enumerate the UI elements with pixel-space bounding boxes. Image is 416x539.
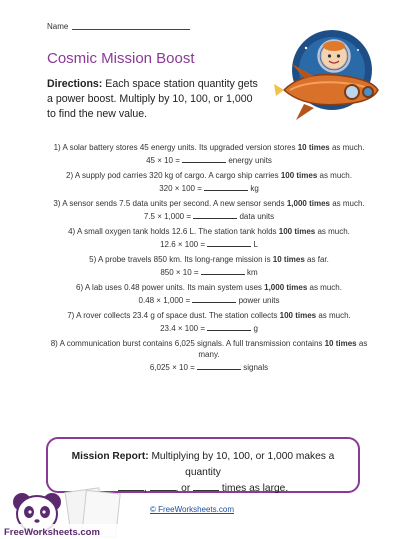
name-line: [72, 29, 190, 30]
problem-text-end: as far.: [304, 255, 329, 264]
problem-text-end: as much.: [307, 283, 342, 292]
astronaut-rocket-illustration: [274, 28, 384, 128]
report-blank-2[interactable]: [150, 482, 176, 491]
problem-multiplier: 100 times: [278, 227, 316, 236]
problem-4: [45, 226, 373, 250]
answer-blank[interactable]: [201, 266, 245, 275]
equation-unit: power units: [236, 296, 280, 305]
name-field: [47, 22, 190, 31]
equation-unit: L: [251, 240, 258, 249]
equation-text: 23.4 × 100 =: [160, 324, 208, 333]
equation-unit: energy units: [226, 156, 272, 165]
report-label: Mission Report:: [71, 451, 149, 462]
problem-text: 4) A small oxygen tank holds 12.6 L. The station tank holds: [68, 227, 279, 236]
directions: [47, 77, 262, 123]
problem-multiplier: 1,000 times: [264, 283, 308, 292]
equation-unit: data units: [237, 212, 275, 221]
equation-unit: signals: [241, 363, 269, 372]
equation-text: 45 × 10 =: [146, 156, 183, 165]
equation-text: 320 × 100 =: [159, 184, 205, 193]
problem-multiplier: 10 times: [297, 143, 330, 152]
answer-blank[interactable]: [182, 154, 226, 163]
problem-multiplier: 10 times: [324, 339, 357, 348]
problem-text: 6) A lab uses 0.48 power units. Its main system uses: [76, 283, 265, 292]
problem-text-end: as much.: [329, 199, 365, 208]
problem-text-end: as much.: [316, 311, 351, 320]
problem-text: 5) A probe travels 850 km. Its long-range mission is: [89, 255, 273, 264]
problem-multiplier: 10 times: [272, 255, 305, 264]
problem-multiplier: 100 times: [279, 311, 317, 320]
problem-multiplier: 100 times: [280, 171, 318, 180]
problem-2: [45, 170, 373, 194]
problem-text-end: as much.: [329, 143, 365, 152]
problem-text-end: as much.: [315, 227, 350, 236]
name-label: Name: [47, 22, 69, 31]
problem-text: 8) A communication burst contains 6,025 signals. A full transmission contains: [50, 339, 325, 348]
directions-label: Directions:: [47, 78, 103, 90]
equation-unit: g: [251, 324, 258, 333]
problem-text: 2) A supply pod carries 320 kg of cargo. A cargo ship carries: [66, 171, 281, 180]
problem-1: [45, 142, 373, 166]
footer-link[interactable]: © FreeWorksheets.com: [150, 505, 234, 514]
problem-6: [45, 282, 373, 306]
problem-3: [45, 198, 373, 222]
answer-blank[interactable]: [192, 294, 236, 303]
answer-blank[interactable]: [204, 182, 248, 191]
report-text: Multiplying by 10, 100, or 1,000 makes a quantity: [148, 451, 335, 478]
equation: [45, 294, 373, 306]
equation: [45, 361, 373, 373]
equation: [45, 238, 373, 250]
problem-multiplier: 1,000 times: [286, 199, 330, 208]
equation: [45, 266, 373, 278]
problem-text-end: as much.: [317, 171, 352, 180]
equation-text: 850 × 10 =: [160, 268, 201, 277]
logo-text: FreeWorksheets.com: [4, 527, 100, 538]
equation: [45, 210, 373, 222]
equation-unit: kg: [248, 184, 259, 193]
report-tail: times as large.: [219, 483, 289, 494]
problem-5: [45, 254, 373, 278]
report-separator: ,: [143, 483, 150, 494]
answer-blank[interactable]: [207, 322, 251, 331]
problem-list: [45, 142, 373, 377]
problem-text: 3) A sensor sends 7.5 data units per second. A new sensor sends: [53, 199, 287, 208]
worksheet-title: Cosmic Mission Boost: [47, 50, 195, 67]
equation-text: 0.48 × 1,000 =: [138, 296, 193, 305]
equation: [45, 322, 373, 334]
problem-text: 7) A rover collects 23.4 g of space dust. The station collects: [67, 311, 280, 320]
equation-text: 7.5 × 1,000 =: [143, 212, 194, 221]
problem-text: 1) A solar battery stores 45 energy units. Its upgraded version stores: [53, 143, 298, 152]
answer-blank[interactable]: [207, 238, 251, 247]
report-blank-3[interactable]: [193, 482, 219, 491]
equation: [45, 154, 373, 166]
equation-unit: km: [244, 268, 258, 277]
answer-blank[interactable]: [193, 210, 237, 219]
report-separator: , or: [175, 483, 194, 494]
directions-text: Each space station quantity gets a power boost. Multiply by 10, 100, or 1,000 to find the new value.: [47, 78, 258, 121]
answer-blank[interactable]: [197, 361, 241, 370]
problem-7: [45, 310, 373, 334]
equation-text: 6,025 × 10 =: [149, 363, 198, 372]
problem-text-end: as many.: [198, 339, 368, 359]
problem-8: [45, 338, 373, 373]
equation-text: 12.6 × 100 =: [160, 240, 208, 249]
freeworksheets-logo: [0, 480, 140, 539]
equation: [45, 182, 373, 194]
